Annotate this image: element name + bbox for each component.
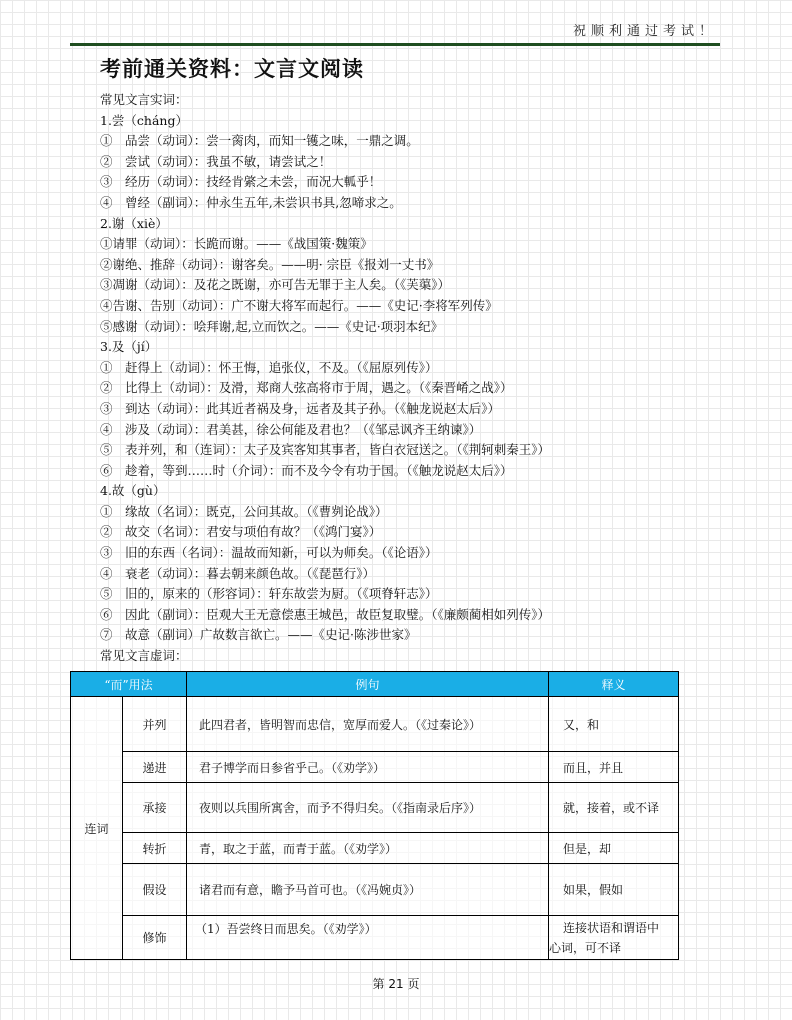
meaning-cell: 但是，却 <box>549 833 679 864</box>
header-example: 例句 <box>187 672 549 697</box>
text-line: ④ 衰老（动词）：暮去朝来颜色故。（《琵琶行》） <box>100 565 376 581</box>
text-line: ③凋谢（动词）：及花之既谢，亦可告无罪于主人矣。（《芙蕖》） <box>100 277 451 293</box>
text-line: ⑥ 因此（副词）：臣观大王无意偿惠王城邑，故臣复取璧。（《廉颇蔺相如列传》） <box>100 606 551 622</box>
text-line: ③ 旧的东西（名词）：温故而知新，可以为师矣。（《论语》） <box>100 545 438 561</box>
text-line: ① 缘故（名词）：既克，公问其故。（《曹刿论战》） <box>100 503 388 519</box>
example-cell: 夜则以兵围所寓舍，而予不得归矣。（《指南录后序》） <box>187 783 549 833</box>
header-slogan: 祝顺利通过考试！ <box>572 24 717 39</box>
text-line: ③ 经历（动词）：技经肯綮之未尝，而况大軱乎！ <box>100 174 382 190</box>
table-row <box>71 752 679 783</box>
text-line: ② 故交（名词）：君安与项伯有故？（《鸿门宴》） <box>100 524 382 540</box>
example-cell: 青，取之于蓝，而青于蓝。（《劝学》） <box>187 833 549 864</box>
er-usage-table <box>70 671 679 960</box>
meaning-cell: 就，接着，或不译 <box>549 783 679 833</box>
example-cell: 诸君而有意，瞻予马首可也。（《冯婉贞》） <box>187 864 549 916</box>
meaning-line: 心词，可不译 <box>549 940 622 955</box>
usage-cell: 递进 <box>123 752 187 783</box>
content-body <box>100 90 700 667</box>
text-line: ⑤ 旧的，原来的（形容词）：轩东故尝为厨。（《项脊轩志》） <box>100 586 438 602</box>
text-line: ④告谢、告别（动词）：广不谢大将军而起行。——《史记·李将军列传》 <box>100 297 498 313</box>
category-cell: 连词 <box>71 697 123 960</box>
example-cell: 君子博学而日参省乎己。（《劝学》） <box>187 752 549 783</box>
entry-heading-xie: 2.谢（xiè） <box>100 215 168 231</box>
text-line: ② 尝试（动词）：我虽不敏，请尝试之！ <box>100 153 332 169</box>
meaning-line: 连接状语和谓语中 <box>563 920 660 935</box>
text-line: ③ 到达（动词）：此其近者祸及身，远者及其子孙。（《触龙说赵太后》） <box>100 400 501 416</box>
usage-cell: 转折 <box>123 833 187 864</box>
usage-cell: 修饰 <box>123 916 187 960</box>
header-usage: “而”用法 <box>71 672 187 697</box>
meaning-cell: 又，和 <box>549 697 679 752</box>
table-row <box>71 833 679 864</box>
doc-title: 考前通关资料：文言文阅读 <box>100 57 364 81</box>
text-line: ④ 曾经（副词）：仲永生五年,未尝识书具,忽啼求之。 <box>100 194 402 210</box>
text-line: ⑤ 表并列，和（连词）：太子及宾客知其事者，皆白衣冠送之。（《荆轲刺秦王》） <box>100 442 551 458</box>
page-number: 第 21 页 <box>372 977 420 991</box>
text-line: ⑦ 故意（副词）广故数言欲亡。——《史记·陈涉世家》 <box>100 627 417 643</box>
section-heading-xuci: 常见文言虚词： <box>100 648 188 664</box>
example-cell: （1）吾尝终日而思矣。（《劝学》） <box>187 916 549 960</box>
usage-cell: 假设 <box>123 864 187 916</box>
example-cell: 此四君者，皆明智而忠信，宽厚而爱人。（《过秦论》） <box>187 697 549 752</box>
entry-heading-gu: 4.故（gù） <box>100 483 166 499</box>
entry-heading-chang: 1.尝（cháng） <box>100 112 188 128</box>
text-line: ① 赶得上（动词）：怀王悔，追张仪，不及。（《屈原列传》） <box>100 359 438 375</box>
meaning-cell: 如果，假如 <box>549 864 679 916</box>
table-row <box>71 697 679 752</box>
text-line: ① 品尝（动词）：尝一脔肉，而知一镬之味，一鼎之调。 <box>100 133 419 149</box>
section-heading-shici: 常见文言实词： <box>100 92 188 107</box>
table-header-row <box>71 672 679 697</box>
header-meaning: 释义 <box>549 672 679 697</box>
usage-cell: 并列 <box>123 697 187 752</box>
meaning-cell: 而且，并且 <box>549 752 679 783</box>
table-row <box>71 783 679 833</box>
text-line: ①请罪（动词）：长跪而谢。——《战国策·魏策》 <box>100 236 373 252</box>
table-row <box>71 916 679 960</box>
header-rule <box>70 43 720 46</box>
table-row <box>71 864 679 916</box>
meaning-cell <box>549 916 679 960</box>
text-line: ④ 涉及（动词）：君美甚，徐公何能及君也？（《邹忌讽齐王纳谏》） <box>100 421 482 437</box>
usage-cell: 承接 <box>123 783 187 833</box>
text-line: ② 比得上（动词）：及滑，郑商人弦高将市于周，遇之。（《秦晋崤之战》） <box>100 380 513 396</box>
text-line: ②谢绝、推辞（动词）：谢客矣。——明· 宗臣《报刘一丈书》 <box>100 256 440 272</box>
text-line: ⑤感谢（动词）：哙拜谢,起,立而饮之。——《史记·项羽本纪》 <box>100 318 444 334</box>
entry-heading-ji: 3.及（jí） <box>100 339 158 355</box>
text-line: ⑥ 趁着，等到……时（介词）：而不及今令有功于国。（《触龙说赵太后》） <box>100 462 513 478</box>
